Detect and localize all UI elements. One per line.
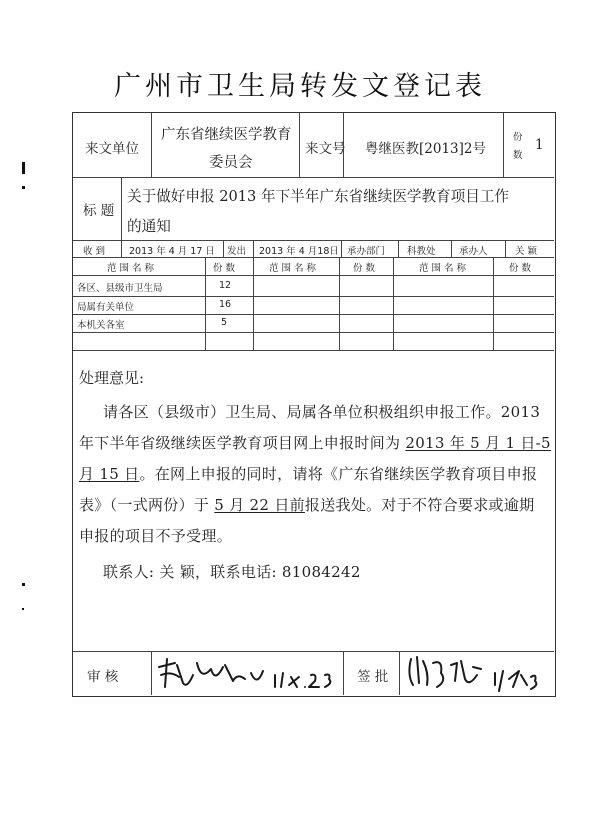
deadline-end: 月 15 日 <box>79 465 140 483</box>
copies-label-1: 份 <box>513 132 523 143</box>
submit-deadline: 5 月 22 日前 <box>214 496 305 514</box>
opinion-line: 请各区（县级市）卫生局、局属各单位积极组织申报工作。2013 <box>103 403 541 421</box>
form-title: 广州市卫生局转发文登记表 <box>114 71 486 102</box>
received-label: 收 到 <box>83 246 106 257</box>
dist-row-copies: 16 <box>219 299 232 310</box>
doc-no-value: 粤继医教[2013]2号 <box>365 141 486 157</box>
scan-mark <box>22 162 25 174</box>
dist-row-copies: 5 <box>221 317 228 328</box>
dist-header-copies-2: 份 数 <box>353 263 376 274</box>
dept-label: 承办部门 <box>347 246 386 257</box>
dist-row-scope: 各区、县级市卫生局 <box>77 283 163 294</box>
scan-mark <box>22 583 25 586</box>
approver-signature-icon <box>403 651 553 695</box>
dist-header-scope: 范 围 名 称 <box>107 263 155 274</box>
opinion-line: 年下半年省级继续医学教育项目网上申报时间为 2013 年 5 月 1 日-5 <box>79 434 551 452</box>
from-unit-line1: 广东省继续医学教育 <box>161 127 292 143</box>
doc-no-label: 来文号 <box>305 141 346 157</box>
dist-header-scope-2: 范 围 名 称 <box>269 263 317 274</box>
opinion-line: 月 15 日。在网上申报的同时，请将《广东省继续医学教育项目申报 <box>79 465 538 483</box>
opinion-label: 处理意见: <box>79 369 145 387</box>
contact-line: 联系人: 关 颖，联系电话: 81084242 <box>103 563 361 581</box>
scan-mark <box>22 608 24 610</box>
handler-label: 承办人 <box>459 246 488 257</box>
dist-row-copies: 12 <box>219 280 232 291</box>
dist-header-copies: 份 数 <box>213 263 236 274</box>
received-date: 2013 年 4 月 17 日 <box>129 246 215 257</box>
from-unit-line2: 委员会 <box>209 155 253 171</box>
dept-value: 科教处 <box>407 246 436 257</box>
sent-date: 2013 年 4 月18日 <box>259 246 339 257</box>
copies-value: 1 <box>535 137 544 153</box>
dist-header-scope-3: 范 围 名 称 <box>419 263 467 274</box>
from-unit-label: 来文单位 <box>85 141 139 157</box>
sent-label: 发出 <box>227 246 247 257</box>
review-label: 审 核 <box>87 669 119 685</box>
reviewer-signature-icon <box>153 653 341 695</box>
dist-row-scope: 局属有关单位 <box>77 302 135 313</box>
scan-mark <box>22 186 25 189</box>
subject-line1: 关于做好申报 2013 年下半年广东省继续医学教育项目工作 <box>127 188 510 205</box>
dist-header-copies-3: 份 数 <box>509 263 532 274</box>
opinion-line: 表》（一式两份）于 5 月 22 日前报送我处。对于不符合要求或逾期 <box>79 496 535 514</box>
opinion-line: 申报的项目不予受理。 <box>79 527 233 545</box>
registration-form <box>72 112 556 697</box>
subject-label: 标 题 <box>83 203 115 219</box>
sign-label: 签 批 <box>357 669 389 685</box>
dist-row-scope: 本机关各室 <box>77 320 125 331</box>
copies-label-2: 数 <box>513 150 523 161</box>
handler-value: 关 颖 <box>515 246 538 257</box>
deadline-start: 2013 年 5 月 1 日-5 <box>405 434 551 452</box>
subject-line2: 的通知 <box>127 218 171 235</box>
